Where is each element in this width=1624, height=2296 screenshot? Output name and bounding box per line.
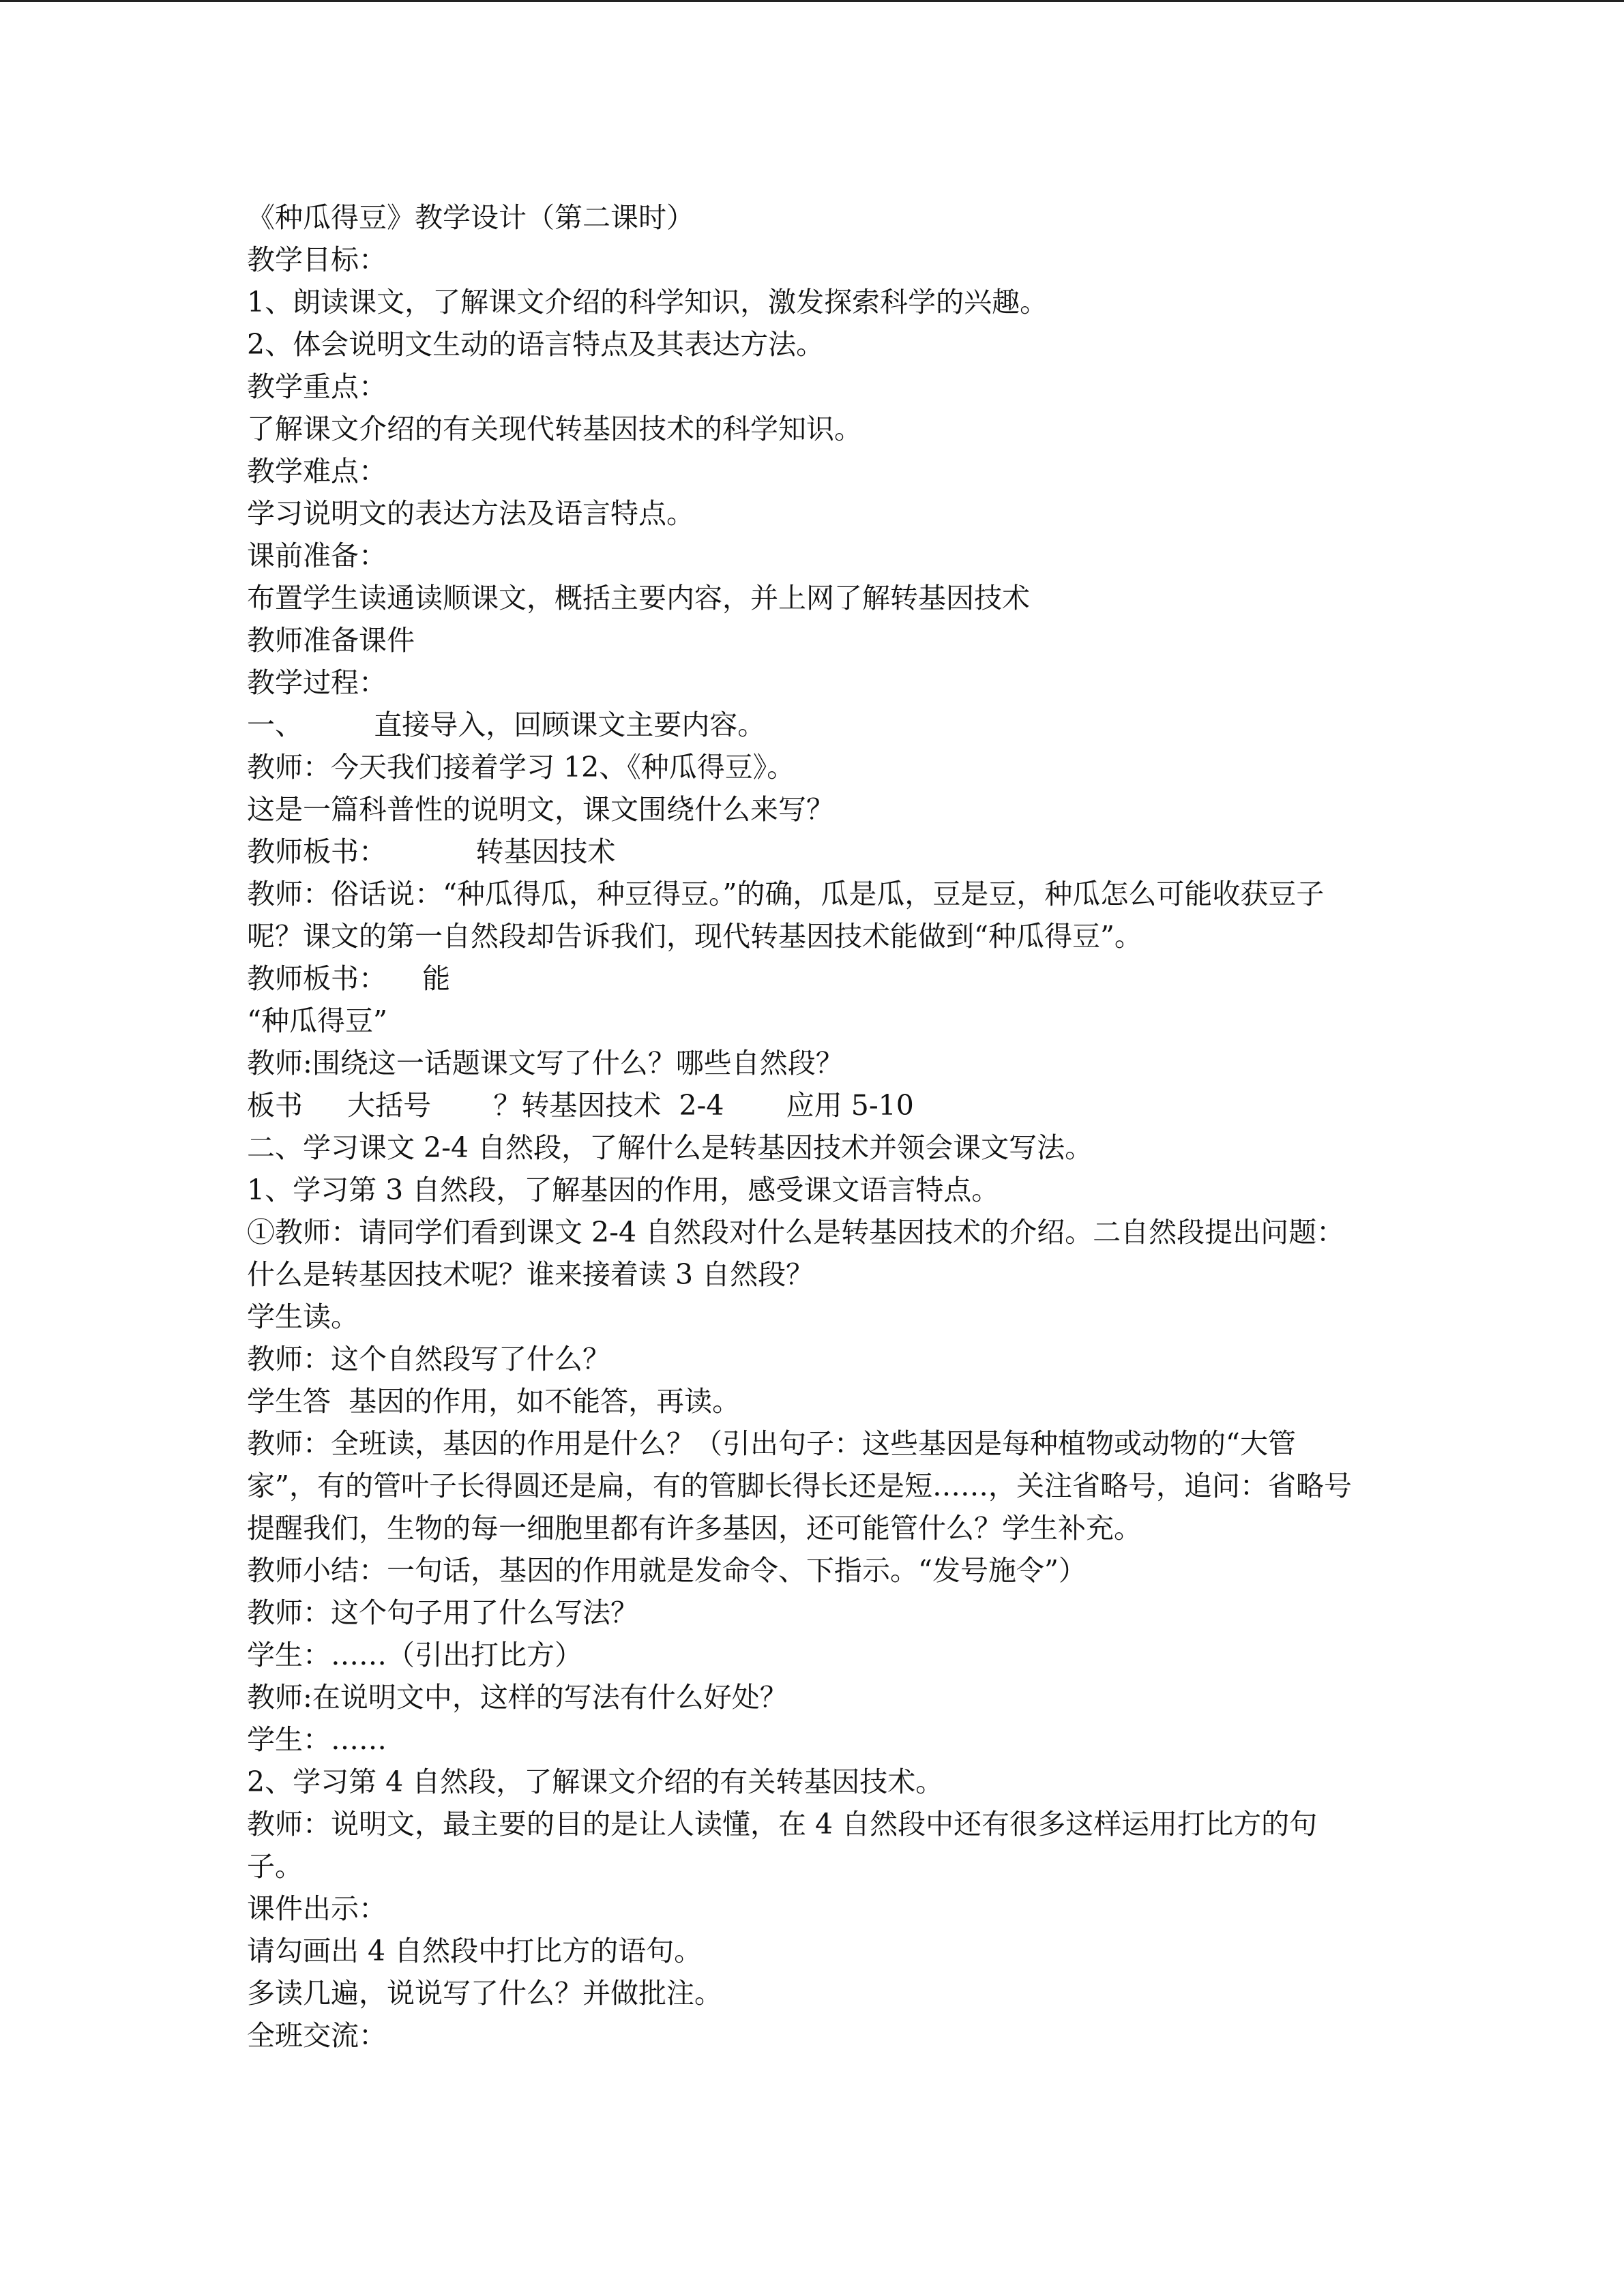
paragraph-line: 全班交流： [247, 2019, 387, 2052]
board-writing-line: 教师板书： 能 [247, 962, 451, 995]
subsection-heading: 2、学习第 4 自然段，了解课文介绍的有关转基因技术。 [247, 1765, 944, 1798]
heading-difficulties: 教学难点： [247, 455, 387, 488]
section-one-heading: 一、 直接导入，回顾课文主要内容。 [247, 709, 766, 741]
subsection-heading: 1、学习第 3 自然段，了解基因的作用，感受课文语言特点。 [247, 1174, 1000, 1206]
difficulty-text: 学习说明文的表达方法及语言特点。 [247, 497, 694, 530]
paragraph-line: ①教师：请同学们看到课文 2-4 自然段对什么是转基因技术的介绍。二自然段提出问题： [247, 1216, 1345, 1249]
preparation-students: 布置学生读通读顺课文，概括主要内容，并上网了解转基因技术 [247, 582, 1030, 614]
paragraph-line: 学生：……（引出打比方） [247, 1639, 582, 1671]
objective-1: 1、朗读课文，了解课文介绍的科学知识，激发探索科学的兴趣。 [247, 286, 1048, 318]
objective-2: 2、体会说明文生动的语言特点及其表达方法。 [247, 328, 825, 361]
heading-preparation: 课前准备： [247, 539, 387, 572]
paragraph-line: 请勾画出 4 自然段中打比方的语句。 [247, 1935, 703, 1967]
paragraph-line: 家”，有的管叶子长得圆还是扁，有的管脚长得长还是短……，关注省略号，追问：省略号 [247, 1470, 1352, 1502]
paragraph-line: 课件出示： [247, 1892, 387, 1925]
document-body [247, 196, 1393, 2057]
paragraph-line: 学生答 基因的作用，如不能答，再读。 [247, 1385, 741, 1418]
paragraph-line: 教师：这个自然段写了什么？ [247, 1343, 610, 1375]
paragraph-line: 多读几遍，说说写了什么？并做批注。 [247, 1977, 722, 2010]
paragraph-line: 什么是转基因技术呢？谁来接着读 3 自然段？ [247, 1258, 814, 1291]
doc-title: 《种瓜得豆》教学设计（第二课时） [247, 201, 694, 234]
paragraph-line: 学生：…… [247, 1723, 387, 1756]
section-two-heading: 二、学习课文 2-4 自然段，了解什么是转基因技术并领会课文写法。 [247, 1131, 1093, 1164]
paragraph-line: 教师:在说明文中，这样的写法有什么好处？ [247, 1681, 788, 1714]
heading-objectives: 教学目标： [247, 243, 387, 276]
paragraph-line: 教师小结：一句话，基因的作用就是发命令、下指示。“发号施令”） [247, 1554, 1087, 1587]
heading-process: 教学过程： [247, 666, 387, 699]
paragraph-line: 教师：这个句子用了什么写法？ [247, 1596, 638, 1629]
paragraph-line: 子。 [247, 1850, 303, 1883]
board-writing-line: 教师板书： 转基因技术 [247, 835, 616, 868]
board-writing-line: 板书 大括号 ？转基因技术 2-4 应用 5-10 [247, 1089, 914, 1122]
paragraph-line: 这是一篇科普性的说明文，课文围绕什么来写？ [247, 793, 834, 826]
paragraph-line: 教师：俗话说：“种瓜得瓜，种豆得豆。”的确，瓜是瓜，豆是豆，种瓜怎么可能收获豆子 [247, 878, 1325, 910]
board-writing-line: “种瓜得豆” [247, 1004, 387, 1037]
heading-key-points: 教学重点： [247, 370, 387, 403]
paragraph-line: 教师：今天我们接着学习 12、《种瓜得豆》。 [247, 751, 795, 784]
paragraph-line: 教师:围绕这一话题课文写了什么？哪些自然段？ [247, 1047, 844, 1079]
paragraph-line: 呢？课文的第一自然段却告诉我们，现代转基因技术能做到“种瓜得豆”。 [247, 920, 1142, 953]
key-point-text: 了解课文介绍的有关现代转基因技术的科学知识。 [247, 413, 862, 445]
preparation-teacher: 教师准备课件 [247, 624, 415, 657]
paragraph-line: 提醒我们，生物的每一细胞里都有许多基因，还可能管什么？学生补充。 [247, 1512, 1142, 1545]
page-top-border [0, 0, 1624, 2]
paragraph-line: 教师：说明文，最主要的目的是让人读懂，在 4 自然段中还有很多这样运用打比方的句 [247, 1808, 1318, 1840]
paragraph-line: 学生读。 [247, 1300, 359, 1333]
paragraph-line: 教师：全班读，基因的作用是什么？（引出句子：这些基因是每种植物或动物的“大管 [247, 1427, 1296, 1460]
